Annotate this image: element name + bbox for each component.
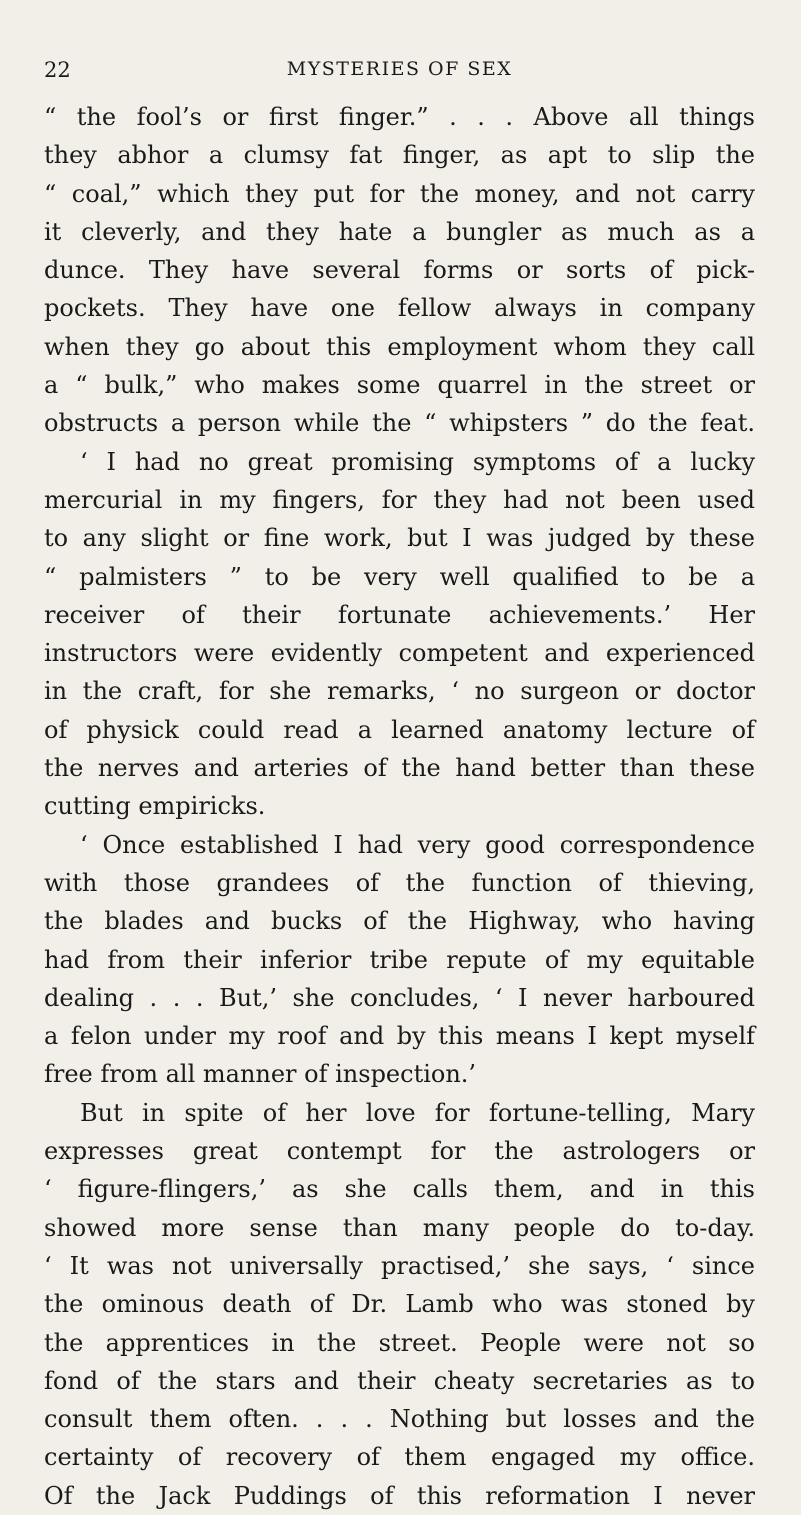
text-line: the apprentices in the street. People were not so: [44, 1328, 755, 1357]
text-line: fond of the stars and their cheaty secretaries as to: [44, 1366, 755, 1395]
text-line: in the craft, for she remarks, ‘ no surgeon or doctor: [44, 677, 755, 706]
text-line: of physick could read a learned anatomy lecture of: [44, 715, 755, 744]
text-line: receiver of their fortunate achievements.’ Her: [44, 600, 755, 629]
text-line: the nerves and arteries of the hand better than these: [44, 754, 755, 783]
text-line: they abhor a clumsy fat finger, as apt to slip the: [44, 141, 755, 170]
running-head: MYSTERIES OF SEX: [286, 58, 513, 80]
text-line: when they go about this employment whom they call: [44, 332, 755, 361]
text-line: ‘ I had no great promising symptoms of a lucky: [80, 447, 755, 476]
page-header: [44, 58, 755, 88]
text-line: Of the Jack Puddings of this reformation I never: [44, 1481, 755, 1510]
text-line: dealing . . . But,’ she concludes, ‘ I never harboured: [44, 983, 755, 1012]
text-line: with those grandees of the function of thieving,: [44, 868, 755, 897]
text-line: “ coal,” which they put for the money, and not carry: [44, 179, 755, 208]
text-line: it cleverly, and they hate a bungler as much as a: [44, 217, 755, 246]
text-line: to any slight or fine work, but I was judged by these: [44, 524, 755, 553]
text-line: mercurial in my fingers, for they had not been used: [44, 485, 755, 514]
text-line: a felon under my roof and by this means I kept myself: [44, 1022, 755, 1051]
text-line: instructors were evidently competent and experienced: [44, 639, 755, 668]
text-line: “ palmisters ” to be very well qualified to be a: [44, 562, 755, 591]
text-line: cutting empiricks.: [44, 792, 266, 821]
text-line: had from their inferior tribe repute of my equitable: [44, 945, 755, 974]
text-line: ‘ figure-flingers,’ as she calls them, and in this: [44, 1175, 755, 1204]
text-line: dunce. They have several forms or sorts of pick-: [44, 256, 755, 285]
text-line: the blades and bucks of the Highway, who having: [44, 907, 755, 936]
text-line: But in spite of her love for fortune-telling, Mary: [80, 1098, 755, 1127]
body-text: [44, 98, 755, 1515]
text-line: certainty of recovery of them engaged my office.: [44, 1443, 755, 1472]
text-line: a “ bulk,” who makes some quarrel in the street or: [44, 371, 755, 400]
text-line: “ the fool’s or first finger.” . . . Above all things: [44, 103, 755, 131]
text-line: ‘ Once established I had very good correspondence: [80, 830, 755, 859]
page-number: 22: [44, 58, 71, 82]
text-line: the ominous death of Dr. Lamb who was stoned by: [44, 1290, 755, 1319]
text-line: showed more sense than many people do to-day.: [44, 1213, 755, 1242]
text-line: expresses great contempt for the astrologers or: [44, 1137, 755, 1166]
text-line: obstructs a person while the “ whipsters ” do the feat.: [44, 409, 755, 438]
text-line: ‘ It was not universally practised,’ she says, ‘ since: [44, 1251, 755, 1280]
text-line: pockets. They have one fellow always in company: [44, 294, 755, 323]
text-line: free from all manner of inspection.’: [44, 1060, 477, 1089]
text-line: consult them often. . . . Nothing but losses and the: [44, 1405, 755, 1434]
